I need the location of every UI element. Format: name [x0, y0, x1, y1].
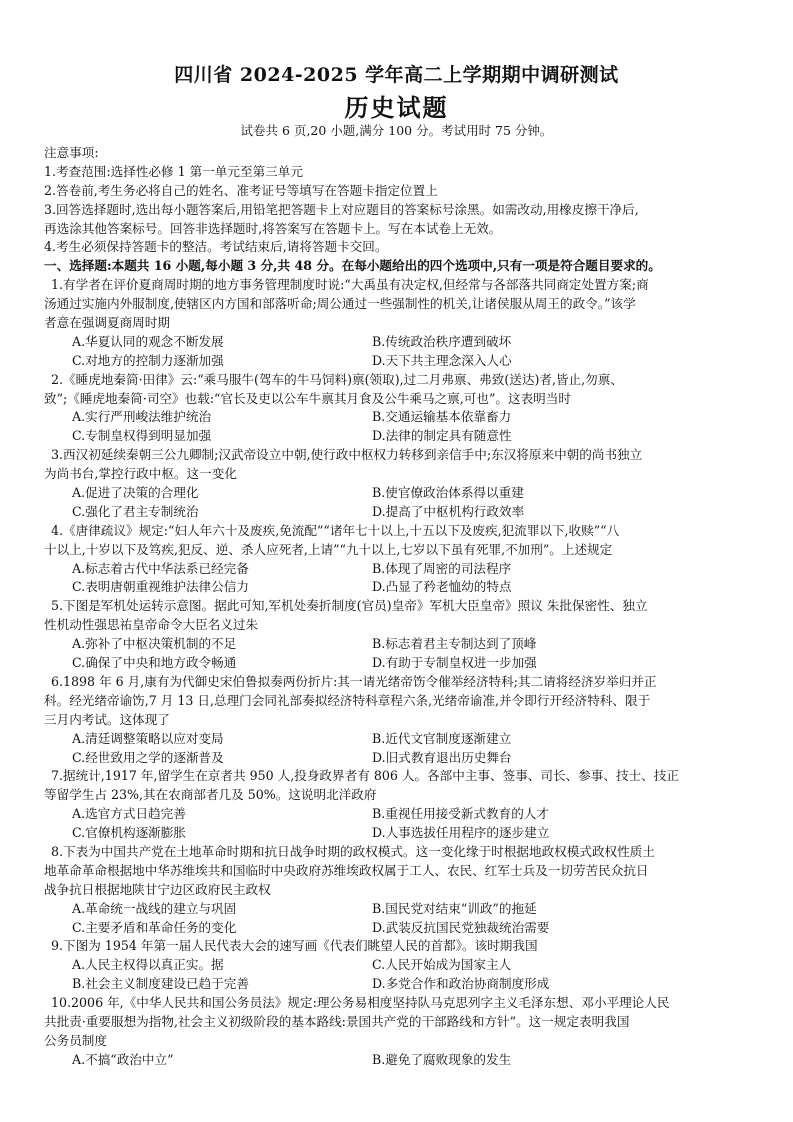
option-row: [44, 578, 756, 597]
question-stem-line: 为尚书台,掌控行政中枢。这一变化: [44, 466, 237, 482]
option-row: [44, 1051, 756, 1070]
option-row: [44, 749, 756, 768]
option-row: [44, 484, 756, 503]
question-list: [44, 276, 756, 1069]
answer-option: A.促进了决策的合理化: [72, 485, 199, 501]
answer-option: C.确保了中央和地方政令畅通: [72, 655, 237, 671]
answer-option: A.革命统一战线的建立与巩固: [72, 900, 237, 916]
question-stem-line: 科。经光绪帝谕饬,7 月 13 日,总理门会同礼部奏拟经济特科章程六条,光绪帝谕准,并令即行开经济特科、限于: [44, 692, 651, 708]
exam-body: [44, 144, 756, 1070]
answer-option: C.人民开始成为国家主人: [372, 957, 512, 973]
option-row: [44, 352, 756, 371]
option-row: [44, 560, 756, 579]
answer-option: D.凸显了矜老恤幼的特点: [372, 579, 512, 595]
answer-option: D.旧式教育退出历史舞台: [372, 749, 512, 765]
section-heading: 一、选择题:本题共 16 小题,每小题 3 分,共 48 分。在每小题给出的四个选项中,只有一项是符合题目要求的。: [44, 258, 661, 274]
answer-option: B.社会主义制度建设已趋于完善: [72, 976, 249, 992]
question-stem-line: 等留学生占 23%,其在农商部者几及 50%。这说明北洋政府: [44, 787, 377, 803]
notice-item: 再选涂其他答案标号。回答非选择题时,将答案写在答题卡上。写在本试卷上无效。: [44, 220, 502, 236]
option-row: [44, 805, 756, 824]
answer-option: A.实行严刑峻法维护统治: [72, 409, 212, 425]
option-row: [44, 408, 756, 427]
question-block: [44, 597, 756, 673]
option-row: [44, 654, 756, 673]
question-stem-line: 9.下图为 1954 年第一届人民代表大会的速写画《代表们眺望人民的首都》。该时期我国: [51, 938, 538, 954]
answer-option: B.使官僚政治体系得以重建: [372, 485, 524, 501]
answer-option: C.对地方的控制力逐渐加强: [72, 352, 224, 368]
option-row: [44, 730, 756, 749]
question-stem-line: 者意在强调夏商周时期: [44, 315, 170, 331]
answer-option: A.标志着古代中华法系已经完备: [72, 560, 249, 576]
option-row: [44, 956, 756, 975]
notice-heading: 注意事项:: [44, 145, 99, 160]
answer-option: D.武装反抗国民党独裁统治需要: [372, 919, 550, 935]
answer-option: A.人民主权得以真正实。据: [72, 957, 224, 973]
answer-option: D.提高了中枢机构行政效率: [372, 503, 525, 519]
question-stem-line: 共批责·重要服想为指物,社会主义初级阶段的基本路线:景国共产党的干部路线和方针”。这一规定表明我国: [44, 1013, 630, 1029]
answer-option: A.清廷调整策略以应对变局: [72, 730, 224, 746]
question-block: [44, 446, 756, 522]
answer-option: A.华夏认同的观念不断发展: [72, 333, 224, 349]
answer-option: A.不搞“政治中立”: [72, 1051, 174, 1067]
question-stem-line: 公务员制度: [44, 1032, 107, 1048]
question-stem-line: 三月内考试。这体现了: [44, 711, 170, 727]
question-stem-line: 汤通过实施内外服制度,使辖区内方国和部落听命;周公通过一些强制性的机关,让诸侯服从周王的政令。”该学: [44, 296, 636, 312]
question-stem-line: 地革命革命根据地中华苏维埃共和国临时中央政府苏维埃政权属于工人、农民、红军士兵及一切劳苦民众抗日: [44, 862, 649, 878]
option-row: [44, 503, 756, 522]
option-row: [44, 427, 756, 446]
answer-option: B.交通运输基本依靠畜力: [372, 409, 512, 425]
question-block: [44, 994, 756, 1070]
question-block: [44, 843, 756, 937]
question-stem-line: 4.《唐律疏议》规定:“妇人年六十及废疾,免流配”“诸年七十以上,十五以下及废疾,犯流罪以下,收赎”“八: [51, 522, 620, 538]
question-stem-line: 2.《睡虎地秦简·田律》云:“乘马服牛(驾车的牛马饲料)禀(领取),过二月弗禀、弗致(送达)者,皆止,勿禀、: [51, 371, 623, 387]
answer-option: C.官僚机构逐渐膨胀: [72, 825, 186, 841]
question-stem-line: 7.据统计,1917 年,留学生在京者共 950 人,投身政界者有 806 人。各部中主事、签事、司长、参事、技士、技正: [51, 768, 679, 784]
option-row: [44, 333, 756, 352]
option-row: [44, 919, 756, 938]
question-stem-line: 6.1898 年 6 月,康有为代御史宋伯鲁拟奏两份折片:其一请光绪帝饬令催举经济特科;其二请将经济岁举归并正: [51, 673, 657, 689]
question-stem-line: 8.下表为中国共产党在土地革命时期和抗日战争时期的政权模式。这一变化缘于时根据地政权模式政权性质土: [51, 843, 655, 859]
answer-option: B.重视任用接受新式教育的人才: [372, 806, 549, 822]
notice-item: 4.考生必须保持答题卡的整洁。考试结束后,请将答题卡交回。: [44, 239, 388, 255]
question-stem-line: 性机动性强思祐皇帝命令大臣名义过朱: [44, 617, 259, 633]
notice-item: 2.答卷前,考生务必将自己的姓名、准考证号等填写在答题卡指定位置上: [44, 182, 438, 198]
question-block: [44, 673, 756, 767]
answer-option: D.天下共主理念深入人心: [372, 352, 512, 368]
question-stem-line: 致”;《睡虎地秦简·司空》也载:“官长及吏以公车牛禀其月食及公牛乘马之禀,可也”。这表明当时: [44, 390, 571, 406]
answer-option: A.弥补了中枢决策机制的不足: [72, 636, 237, 652]
question-block: [44, 276, 756, 370]
question-stem-line: 十以上,十岁以下及笃疾,犯反、逆、杀人应死者,上请”“九十以上,七岁以下虽有死罪,不加刑”。上述规定: [44, 541, 613, 557]
answer-option: B.国民党对结束“训政”的拖延: [372, 900, 537, 916]
answer-option: B.避免了腐败现象的发生: [372, 1051, 512, 1067]
question-block: [44, 522, 756, 598]
answer-option: B.近代文官制度逐渐建立: [372, 730, 512, 746]
option-row: [44, 975, 756, 994]
question-block: [44, 767, 756, 843]
answer-option: C.经世致用之学的逐渐普及: [72, 749, 224, 765]
question-stem-line: 5.下图是军机处运转示意图。据此可知,军机处奏折制度(官员)皇帝》军机大臣皇帝》照议 朱批保密性、独立: [51, 598, 648, 614]
notice-item: 1.考查范围:选择性必修 1 第一单元至第三单元: [44, 163, 303, 179]
answer-option: C.强化了君主专制统治: [72, 503, 199, 519]
answer-option: D.法律的制定具有随意性: [372, 428, 512, 444]
answer-option: D.人事选拔任用程序的逐步建立: [372, 825, 550, 841]
question-stem-line: 3.西汉初延续秦朝三公九卿制;汉武帝设立中朝,使行政中枢权力转移到亲信手中;东汉将原来中朝的尚书独立: [51, 447, 643, 463]
subject-title: 历史试题: [344, 93, 449, 122]
question-block: [44, 371, 756, 447]
answer-option: C.主要矛盾和革命任务的变化: [72, 919, 237, 935]
exam-info: 试卷共 6 页,20 小题,满分 100 分。考试用时 75 分钟。: [240, 123, 553, 138]
answer-option: A.选官方式日趋完善: [72, 806, 186, 822]
notice-item: 3.回答选择题时,选出每小题答案后,用铅笔把答题卡上对应题目的答案标号涂黑。如需改动,用橡皮擦干净后,: [44, 201, 639, 217]
question-block: [44, 937, 756, 994]
answer-option: D.有助于专制皇权进一步加强: [372, 655, 537, 671]
question-stem-line: 1.有学者在评价夏商周时期的地方事务管理制度时说:“大禹虽有决定权,但经常与各部落共同商定处置方案;商: [51, 277, 649, 293]
option-row: [44, 635, 756, 654]
option-row: [44, 900, 756, 919]
question-stem-line: 10.2006 年,《中华人民共和国公务员法》规定:理公务易相度坚持队马克思列字主义毛泽东想、邓小平理论人民: [51, 995, 670, 1011]
answer-option: B.体现了周密的司法程序: [372, 560, 512, 576]
answer-option: B.标志着君主专制达到了顶峰: [372, 636, 537, 652]
exam-title: 四川省 2024-2025 学年高二上学期期中调研测试: [174, 64, 619, 86]
answer-option: C.表明唐朝重视维护法律公信力: [72, 579, 249, 595]
answer-option: B.传统政治秩序遭到破坏: [372, 333, 512, 349]
option-row: [44, 824, 756, 843]
question-stem-line: 战争抗日根据地陕甘宁边区政府民主政权: [44, 881, 271, 897]
answer-option: D.多党合作和政治协商制度形成: [372, 976, 550, 992]
answer-option: C.专制皇权得到明显加强: [72, 428, 212, 444]
